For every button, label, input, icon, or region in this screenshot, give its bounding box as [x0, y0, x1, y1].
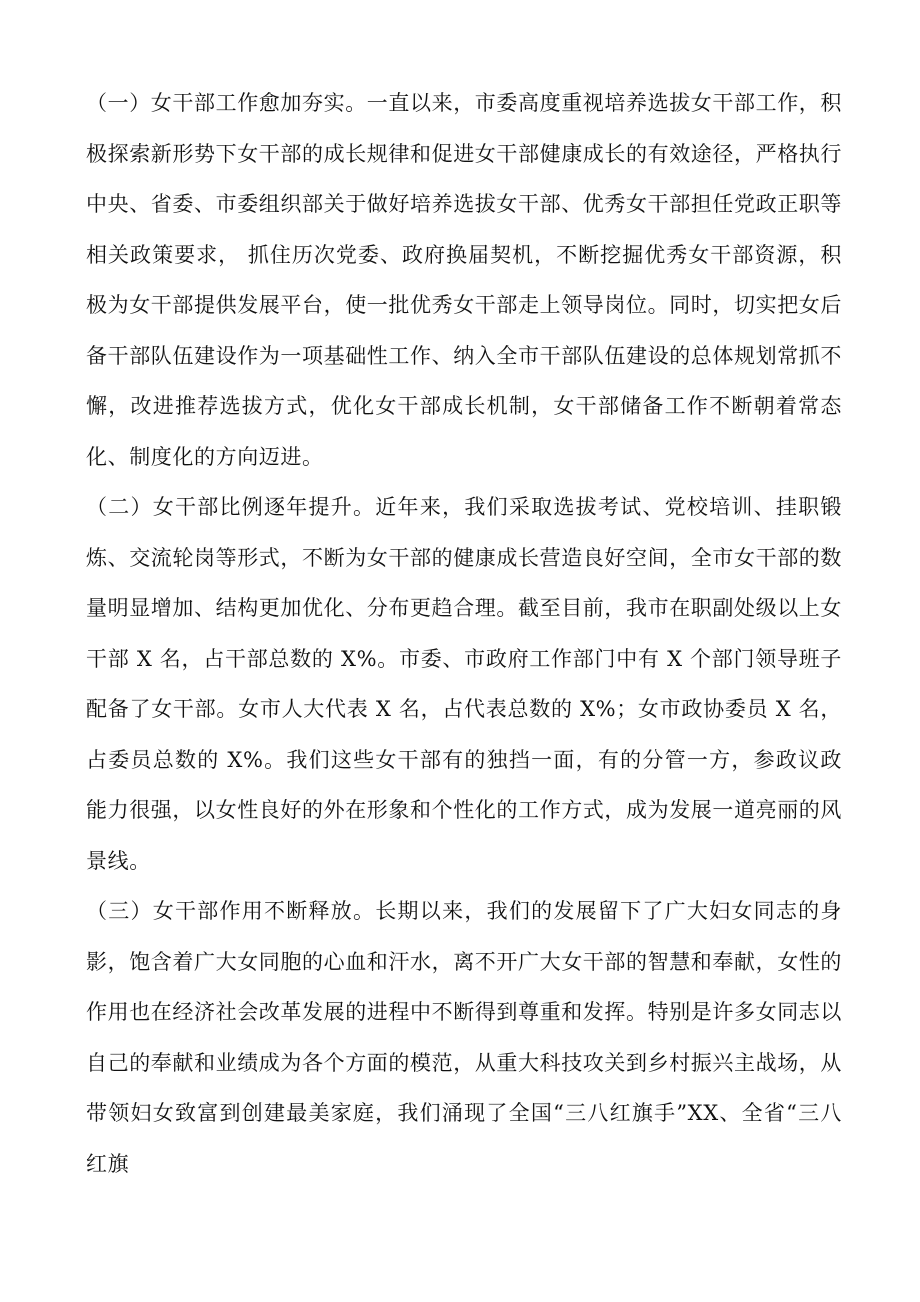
paragraph-women-cadre-work: （一）女干部工作愈加夯实。一直以来，市委高度重视培养选拔女干部工作，积极探索新形势下女干部的成长规律和促进女干部健康成长的有效途径，严格执行中央、省委、市委组织部关于做好培养选拔女干部、优秀女干部担任党政正职等相关政策要求， 抓住历次党委、政府换届契机，不断挖掘优秀女干部资源，积极为女干部提供发展平台，使一批优秀女干部走上领导岗位。同时，切实把女后备干部队伍建设作为一项基础性工作、纳入全市干部队伍建设的总体规划常抓不懈，改进推荐选拔方式，优化女干部成长机制，女干部储备工作不断朝着常态化、制度化的方向迈进。 — [86, 91, 842, 469]
paragraph-women-cadre-role: （三）女干部作用不断释放。长期以来，我们的发展留下了广大妇女同志的身影，饱含着广大女同胞的心血和汗水，离不开广大女干部的智慧和奉献，女性的作用也在经济社会改革发展的进程中不断得到尊重和发挥。特别是许多女同志以自己的奉献和业绩成为各个方面的模范，从重大科技攻关到乡村振兴主战场，从带领妇女致富到创建最美家庭，我们涌现了全国“三八红旗手”XX、全省“三八红旗 — [86, 899, 842, 1176]
paragraph-women-cadre-ratio: （二）女干部比例逐年提升。近年来，我们采取选拔考试、党校培训、挂职锻炼、交流轮岗等形式，不断为女干部的健康成长营造良好空间，全市女干部的数量明显增加、结构更加优化、分布更趋合理。截至目前，我市在职副处级以上女干部 X 名，占干部总数的 X%。市委、市政府工作部门中有 X 个部门领导班子配备了女干部。女市人大代表 X 名，占代表总数的 X%；女市政协委员 X 名，占委员总数的 X%。我们这些女干部有的独挡一面，有的分管一方，参政议政能力很强，以女性良好的外在形象和个性化的工作方式，成为发展一道亮丽的风景线。 — [86, 495, 842, 873]
document-body — [86, 78, 842, 1189]
